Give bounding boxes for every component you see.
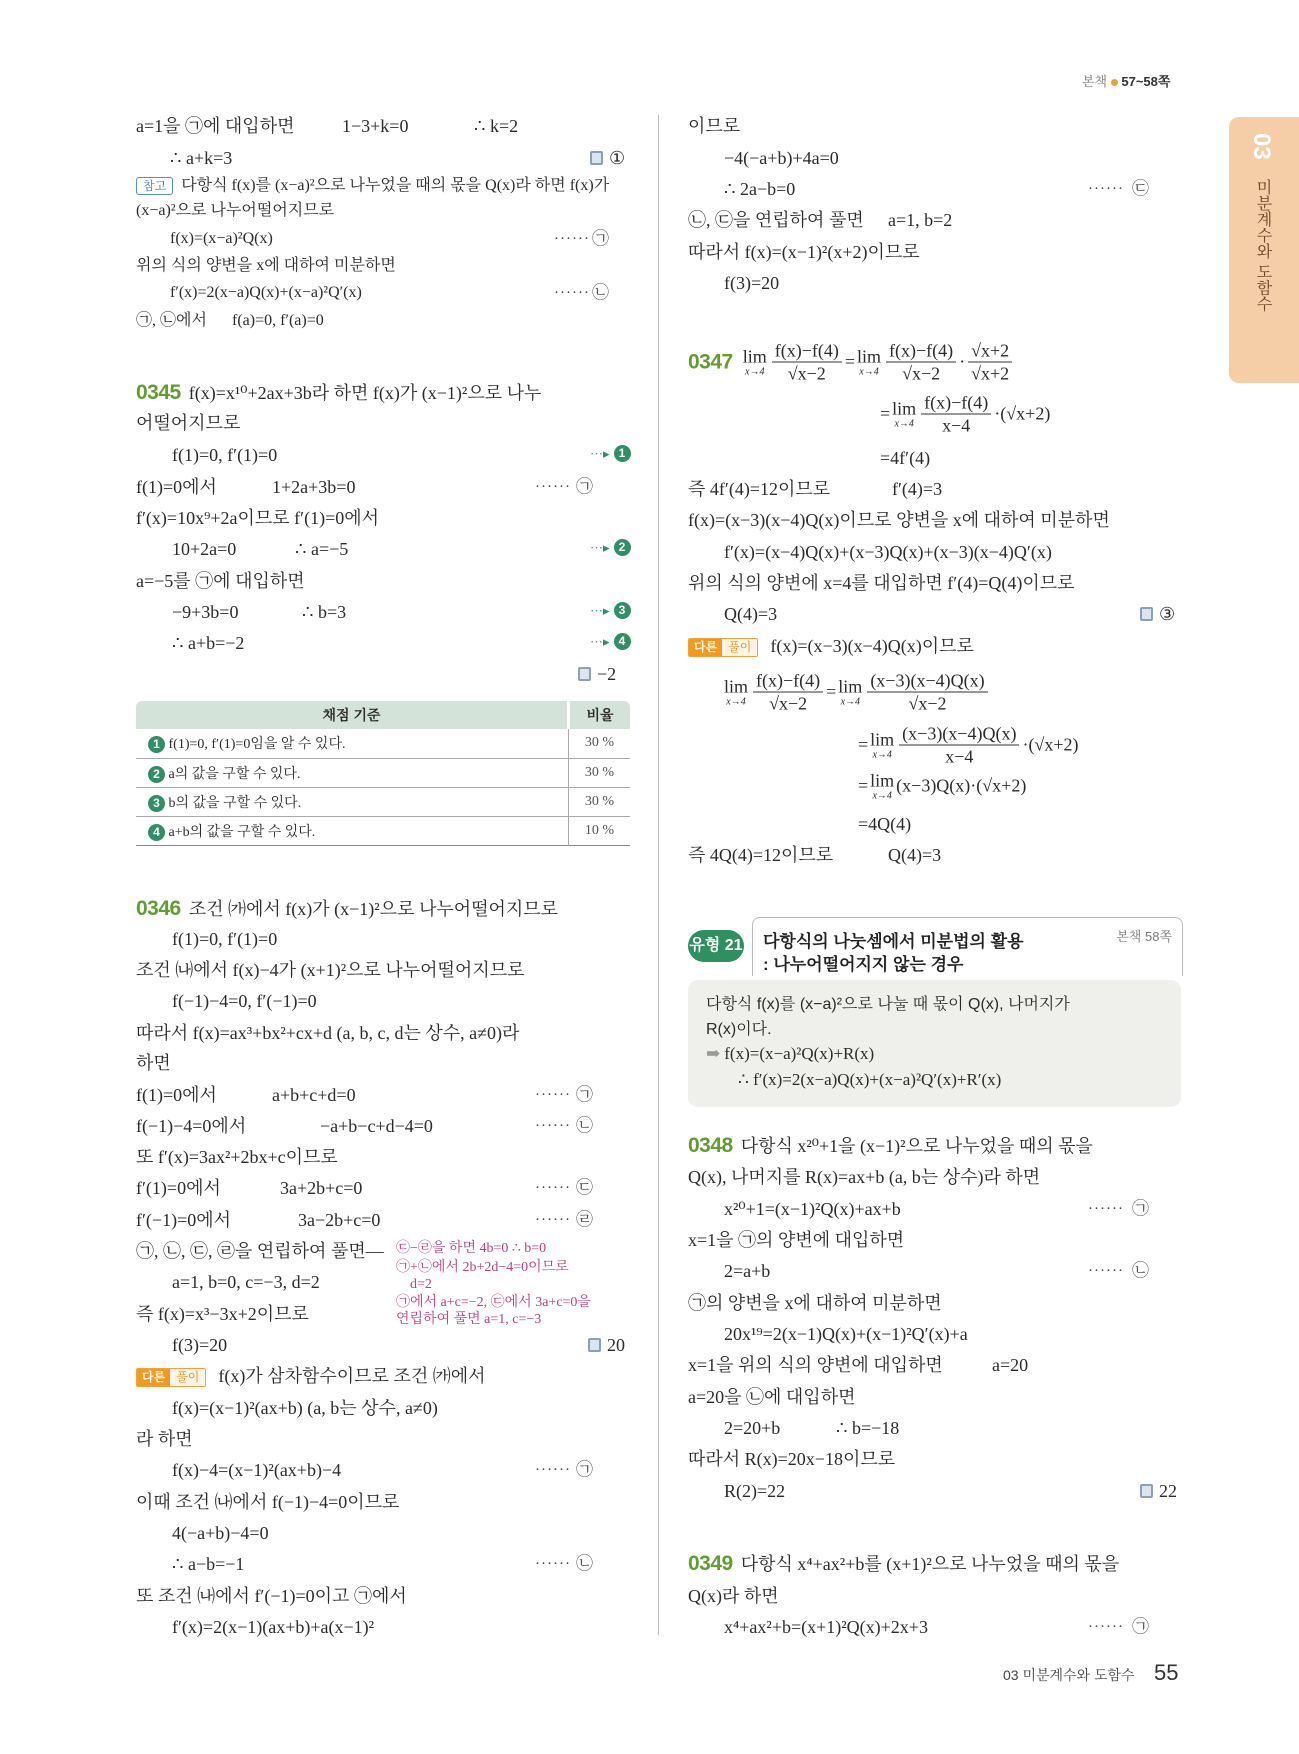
math-line: ∴ a+k=3 [170, 148, 233, 168]
fraction [921, 392, 991, 437]
limit [743, 347, 767, 378]
math-line: =4Q(4) [858, 814, 912, 834]
text-line: a=20을 ㉡에 대입하면 [688, 1387, 856, 1407]
lim-sub: x→4 [745, 366, 765, 378]
text-line: f(1)=0에서 [136, 477, 217, 497]
note-text: (x−a)²으로 나누어떨어지므로 [136, 202, 335, 219]
math-text: (x−3)Q(x)·(√x+2) [896, 775, 1027, 796]
math-line: 3a+2b+c=0 [280, 1178, 363, 1198]
math-line: x²⁰+1=(x−1)²Q(x)+ax+b [724, 1199, 901, 1219]
numerator: √x+2 [968, 340, 1012, 363]
table-header-criterion: 채점 기준 [136, 701, 569, 729]
problem-number: 0347 [688, 350, 733, 373]
alternate-solution-tag [688, 638, 758, 657]
math-line: Q(4)=3 [888, 845, 942, 865]
answer [590, 147, 625, 169]
limit-equation-row [688, 340, 1015, 385]
math-line: −a+b−c+d−4=0 [320, 1116, 433, 1136]
math-line: ∴ 2a−b=0 [724, 179, 796, 199]
math-line: ∴ a−b=−1 [172, 1554, 245, 1574]
step-number: 4 [614, 633, 631, 650]
lim-text: lim [870, 770, 895, 791]
text-line: f′(1)=0에서 [136, 1178, 221, 1198]
text-line: 즉 4f′(4)=12이므로 [688, 479, 831, 499]
answer [1140, 1480, 1177, 1502]
dots: ······ [535, 1087, 571, 1103]
answer-icon [1140, 1484, 1153, 1498]
label-marker: ㉠ [1132, 1617, 1149, 1636]
math-line: ∴ b=3 [302, 602, 347, 622]
math-line: 3a−2b+c=0 [298, 1210, 381, 1230]
math-line: 1−3+k=0 [342, 116, 409, 136]
text-line: Q(x)라 하면 [688, 1586, 779, 1606]
chapter-number: 03 [1248, 133, 1275, 160]
text-line: Q(x), 나머지를 R(x)=ax+b (a, b는 상수)라 하면 [688, 1167, 1041, 1187]
type-header-box [752, 917, 1183, 976]
text-line: 즉 4Q(4)=12이므로 [688, 845, 834, 865]
step-marker-2 [590, 539, 631, 556]
step-number: 3 [614, 602, 631, 619]
equals: = [844, 351, 856, 372]
problem-0349 [688, 1553, 1119, 1575]
step-number: 3 [148, 795, 165, 812]
math-line: R(2)=22 [724, 1481, 786, 1501]
note-text: 다항식 f(x)를 (x−a)²으로 나누었을 때의 몫을 Q(x)라 하면 f(x)가 [181, 177, 610, 194]
dots: ······ [535, 1556, 571, 1572]
dots: ······ [1088, 1263, 1124, 1279]
fraction [968, 340, 1012, 385]
math-line: f′(x)=(x−4)Q(x)+(x−3)Q(x)+(x−3)(x−4)Q′(x) [724, 542, 1052, 562]
math-line: f′(x)=2(x−1)(ax+b)+a(x−1)² [172, 1617, 375, 1637]
math-line: 2=a+b [724, 1261, 771, 1281]
lim-text: lim [838, 676, 863, 697]
chapter-side-tab[interactable] [1229, 117, 1299, 383]
label-marker: ㉣ [576, 1210, 593, 1229]
limit [857, 347, 881, 378]
dots: ······ [1088, 1201, 1124, 1217]
dots: ······ [1088, 181, 1124, 197]
label-marker: ㉡ [576, 1554, 593, 1573]
math-line: ∴ b=−18 [836, 1418, 900, 1438]
text-line: 다항식 x²⁰+1을 (x−1)²으로 나누었을 때의 몫을 [740, 1136, 1093, 1156]
answer-value: 22 [1159, 1481, 1177, 1501]
denominator: √x−2 [902, 363, 941, 384]
answer-value: ③ [1159, 604, 1176, 624]
math-line: f′(x)=2(x−a)Q(x)+(x−a)²Q′(x) [170, 284, 362, 301]
text-line: 위의 식의 양변에 x=4를 대입하면 f′(4)=Q(4)이므로 [688, 573, 1075, 593]
numerator: f(x)−f(4) [753, 670, 823, 693]
problem-number: 0349 [688, 1552, 733, 1575]
numerator: (x−3)(x−4)Q(x) [899, 723, 1019, 746]
text-line: 조건 ㈏에서 f(x)−4가 (x+1)²으로 나누어떨어지므로 [136, 960, 525, 980]
problem-number: 0346 [136, 897, 181, 920]
arrow: ···▸ [590, 633, 610, 649]
text-line: 다항식 x⁴+ax²+b를 (x+1)²으로 나누었을 때의 몫을 [740, 1554, 1120, 1574]
text-line: ㉠의 양변을 x에 대하여 미분하면 [688, 1293, 942, 1313]
math-text: ·(√x+2) [1022, 734, 1079, 755]
limit [870, 730, 894, 761]
note-tag: 참고 [136, 177, 173, 195]
lim-sub: x→4 [859, 366, 879, 378]
math-line: =4f′(4) [880, 448, 931, 468]
tag-part: 다른 [137, 1369, 170, 1386]
note-text: 위의 식의 양변을 x에 대하여 미분하면 [136, 257, 396, 274]
table-header-ratio: 비율 [586, 707, 614, 723]
text-line: f(1)=0에서 [136, 1085, 217, 1105]
limit [892, 399, 916, 430]
math-line: f(−1)−4=0, f′(−1)=0 [172, 991, 317, 1011]
math-line: f(x)−4=(x−1)²(ax+b)−4 [172, 1460, 342, 1480]
dots: ······ [535, 1462, 571, 1478]
criterion-text: a+b의 값을 구할 수 있다. [168, 824, 316, 840]
page-number: 55 [1154, 1660, 1179, 1685]
text-line: ㉡, ㉢을 연립하여 풀면 [688, 210, 864, 230]
problem-number: 0348 [688, 1134, 733, 1157]
answer-value: 20 [607, 1335, 625, 1355]
math-line: 1+2a+3b=0 [272, 477, 356, 497]
text-line: f(x)=(x−3)(x−4)Q(x)이므로 양변을 x에 대하여 미분하면 [688, 510, 1110, 530]
numerator: (x−3)(x−4)Q(x) [867, 670, 987, 693]
text-line: f(x)=x¹⁰+2ax+3b라 하면 f(x)가 (x−1)²으로 나누 [188, 383, 542, 403]
problem-number: 0345 [136, 381, 181, 404]
side-note: d=2 [410, 1277, 432, 1292]
dots: ······ [535, 1118, 571, 1134]
text-line: f′(x)=10x⁹+2a이므로 f′(1)=0에서 [136, 508, 379, 528]
alternate-solution-tag [136, 1368, 206, 1387]
answer [588, 1334, 625, 1356]
limit [870, 771, 894, 802]
limit-equation-row [880, 392, 1050, 437]
step-marker-4 [590, 633, 631, 650]
answer-icon [1140, 607, 1153, 621]
math-line: f′(4)=3 [892, 479, 943, 499]
math-line: f(x)=(x−a)²Q(x) [170, 230, 273, 247]
math-line: f(3)=20 [724, 273, 780, 293]
denominator: √x−2 [908, 693, 947, 714]
numerator: f(x)−f(4) [921, 392, 991, 415]
math-line: −4(−a+b)+4a=0 [724, 148, 839, 168]
ratio-cell: 30 % [584, 793, 615, 809]
side-note: ㉠에서 a+c=−2, ㉢에서 3a+c=0을 [396, 1295, 591, 1310]
fraction [753, 670, 823, 715]
text-line: 이때 조건 ㈏에서 f(−1)−4=0이므로 [136, 1492, 400, 1512]
label-marker: ㉠ [1132, 1199, 1149, 1218]
criterion-cell [136, 816, 569, 845]
math-line: 2=20+b [724, 1418, 781, 1438]
text-line: 하면 [136, 1053, 171, 1073]
page-reference [1082, 71, 1170, 93]
denominator: x−4 [942, 415, 971, 436]
lim-sub: x→4 [872, 749, 892, 761]
problem-0348 [688, 1135, 1093, 1157]
label-marker: ㉡ [1132, 1261, 1149, 1280]
type-reference: 본책 58쪽 [1116, 929, 1172, 944]
math-line: f(1)=0, f′(1)=0 [172, 929, 278, 949]
text-line: 또 조건 ㈏에서 f′(−1)=0이고 ㉠에서 [136, 1586, 407, 1606]
footer-chapter: 03 미분계수와 도함수 [1003, 1667, 1135, 1683]
side-note: ㉢−㉣을 하면 4b=0 ∴ b=0 [396, 1241, 547, 1256]
math-line: −9+3b=0 [172, 602, 239, 622]
table-row [136, 787, 630, 816]
type-title-line2: : 나누어떨어지지 않는 경우 [763, 955, 964, 974]
math-line: a+b+c+d=0 [272, 1085, 356, 1105]
lim-text: lim [742, 346, 767, 367]
page-range: 57~58쪽 [1121, 74, 1171, 89]
arrow: ···▸ [590, 445, 610, 461]
math-line: a=1, b=0, c=−3, d=2 [172, 1272, 320, 1292]
answer-value: −2 [597, 664, 617, 684]
math-line: Q(4)=3 [724, 604, 778, 624]
times: · [959, 351, 966, 372]
step-number: 4 [148, 824, 165, 841]
math-line: 20x¹⁹=2(x−1)Q(x)+(x−1)²Q′(x)+a [724, 1324, 968, 1344]
math-line: ∴ a=−5 [295, 539, 349, 559]
limit-equation-row [858, 723, 1078, 768]
tag-part: 다른 [689, 639, 722, 656]
reference-note [136, 175, 609, 197]
summary-text: R(x)이다. [706, 1021, 772, 1038]
type-title-line1: 다항식의 나눗셈에서 미분법의 활용 [763, 932, 1024, 951]
table-row [136, 758, 630, 787]
label-marker: ㉢ [576, 1178, 593, 1197]
text-line: f(x)가 삼차함수이므로 조건 ㈎에서 [218, 1366, 486, 1386]
step-marker-3 [590, 602, 631, 619]
problem-0346 [136, 898, 558, 920]
summary-formula [706, 1043, 874, 1065]
tag-part: 풀이 [170, 1369, 205, 1386]
formula-text: f(x)=(x−a)²Q(x)+R(x) [724, 1044, 875, 1063]
answer-value: ① [609, 148, 626, 168]
math-line: ∴ a+b=−2 [172, 633, 245, 653]
math-line: f(1)=0, f′(1)=0 [172, 445, 278, 465]
math-text: ·(√x+2) [994, 403, 1051, 424]
lim-sub: x→4 [872, 790, 892, 802]
text-line: ㉠, ㉡, ㉢, ㉣을 연립하여 풀면— [136, 1241, 384, 1261]
table-row [136, 816, 630, 845]
answer-icon [588, 1338, 601, 1352]
denominator: √x−2 [769, 693, 808, 714]
arrow-icon: ➡ [706, 1044, 721, 1063]
text-line: a=1을 ㉠에 대입하면 [136, 116, 295, 136]
summary-formula: ∴ f′(x)=2(x−a)Q(x)+(x−a)²Q′(x)+R′(x) [738, 1070, 1002, 1089]
label-marker: ㉠ [576, 477, 593, 496]
equals: = [826, 681, 837, 702]
problem-0345 [136, 382, 541, 404]
text-line: f(x)=(x−3)(x−4)Q(x)이므로 [770, 636, 974, 656]
label-marker: ㉠ [576, 1085, 593, 1104]
denominator: √x−2 [787, 363, 826, 384]
math-line: a=20 [992, 1355, 1029, 1375]
text-line: 어떨어지므로 [136, 413, 241, 433]
dots: ······ [535, 1180, 571, 1196]
grading-table [136, 701, 630, 846]
dots: ······ [1088, 1619, 1124, 1635]
step-marker-1 [590, 445, 631, 462]
text-line: 조건 ㈎에서 f(x)가 (x−1)²으로 나누어떨어지므로 [188, 899, 559, 919]
text-line: 또 f′(x)=3ax²+2bx+c이므로 [136, 1147, 338, 1167]
criterion-text: a의 값을 구할 수 있다. [168, 766, 301, 782]
answer [1140, 603, 1175, 625]
fraction [899, 723, 1019, 768]
arrow: ···▸ [590, 602, 610, 618]
answer-icon [590, 151, 603, 165]
type-summary-box [688, 980, 1181, 1107]
text-line: 이므로 [688, 116, 741, 136]
dots: ······ [554, 231, 590, 247]
label-marker: ㉢ [1132, 179, 1149, 198]
step-number: 1 [148, 736, 165, 753]
text-line: 따라서 R(x)=20x−18이므로 [688, 1449, 896, 1469]
limit-equation-row [722, 670, 991, 715]
criterion-cell [136, 729, 569, 758]
ratio-cell: 10 % [584, 822, 615, 838]
step-number: 2 [614, 539, 631, 556]
label-marker: ㉠ [576, 1460, 593, 1479]
numerator: f(x)−f(4) [886, 340, 956, 363]
dots: ······ [535, 1212, 571, 1228]
math-line: ∴ k=2 [474, 116, 519, 136]
arrow: ···▸ [590, 539, 610, 555]
criterion-cell [136, 758, 569, 787]
dots: ······ [535, 479, 571, 495]
math-line: x⁴+ax²+b=(x+1)²Q(x)+2x+3 [724, 1617, 928, 1637]
alternate-solution [688, 635, 974, 657]
table-row [136, 729, 630, 758]
math-line: 4(−a+b)−4=0 [172, 1523, 269, 1543]
book-label: 본책 [1082, 74, 1108, 89]
label-marker: ㉡ [576, 1116, 593, 1135]
step-number: 2 [148, 766, 165, 783]
lim-text: lim [892, 398, 917, 419]
limit-equation-row [858, 771, 1026, 802]
side-note: 연립하여 풀면 a=1, c=−3 [396, 1312, 542, 1327]
alternate-solution [136, 1365, 486, 1387]
text-line: f(−1)−4=0에서 [136, 1116, 247, 1136]
numerator: f(x)−f(4) [772, 340, 842, 363]
equals: = [858, 734, 869, 755]
lim-text: lim [724, 676, 749, 697]
dots: ······ [554, 285, 590, 301]
text-line: 라 하면 [136, 1429, 193, 1449]
text-line: f′(−1)=0에서 [136, 1210, 231, 1230]
criterion-text: f(1)=0, f′(1)=0임을 알 수 있다. [168, 737, 346, 753]
math-line: f(x)=(x−1)²(ax+b) (a, b는 상수, a≠0) [172, 1398, 438, 1418]
text-line: x=1을 위의 식의 양변에 대입하면 [688, 1355, 943, 1375]
label-marker: ㉡ [592, 283, 609, 302]
column-divider [658, 115, 659, 1635]
text-line: a=−5를 ㉠에 대입하면 [136, 571, 305, 591]
text-line: 따라서 f(x)=(x−1)²(x+2)이므로 [688, 242, 920, 262]
summary-text: 다항식 f(x)를 (x−a)²으로 나눌 때 몫이 Q(x), 나머지가 [706, 996, 1070, 1013]
lim-sub: x→4 [840, 696, 861, 708]
answer [578, 663, 616, 685]
label-marker: ㉠ [592, 229, 609, 248]
denominator: √x+2 [971, 363, 1010, 384]
text-line: 따라서 f(x)=ax³+bx²+cx+d (a, b, c, d는 상수, a≠0)라 [136, 1023, 520, 1043]
math-line: f(a)=0, f′(a)=0 [232, 312, 324, 329]
chapter-title: 미분계수와 도함수 [1254, 179, 1271, 312]
step-number: 1 [614, 445, 631, 462]
tag-part: 풀이 [722, 639, 757, 656]
criterion-cell [136, 787, 569, 816]
text-line: 즉 f(x)=x³−3x+2이므로 [136, 1304, 309, 1324]
equals: = [858, 775, 869, 796]
side-note: ㉠+㉡에서 2b+2d−4=0이므로 [396, 1260, 569, 1275]
note-text: ㉠, ㉡에서 [136, 312, 207, 329]
fraction [772, 340, 842, 385]
math-line: a=1, b=2 [888, 210, 953, 230]
ratio-cell: 30 % [584, 735, 615, 751]
fraction [886, 340, 956, 385]
answer-icon [578, 667, 591, 681]
lim-text: lim [857, 346, 882, 367]
fraction [867, 670, 987, 715]
limit [838, 677, 862, 708]
bullet-icon [1111, 79, 1118, 86]
equals: = [880, 403, 891, 424]
math-line: 10+2a=0 [172, 539, 237, 559]
lim-sub: x→4 [894, 418, 914, 430]
criterion-text: b의 값을 구할 수 있다. [168, 795, 302, 811]
math-line: f(3)=20 [172, 1335, 228, 1355]
type-badge: 유형 21 [688, 930, 744, 962]
ratio-cell: 30 % [584, 764, 615, 780]
text-line: x=1을 ㉠의 양변에 대입하면 [688, 1230, 905, 1250]
lim-sub: x→4 [726, 696, 746, 708]
lim-text: lim [870, 729, 895, 750]
denominator: x−4 [945, 746, 974, 767]
limit [724, 677, 748, 708]
